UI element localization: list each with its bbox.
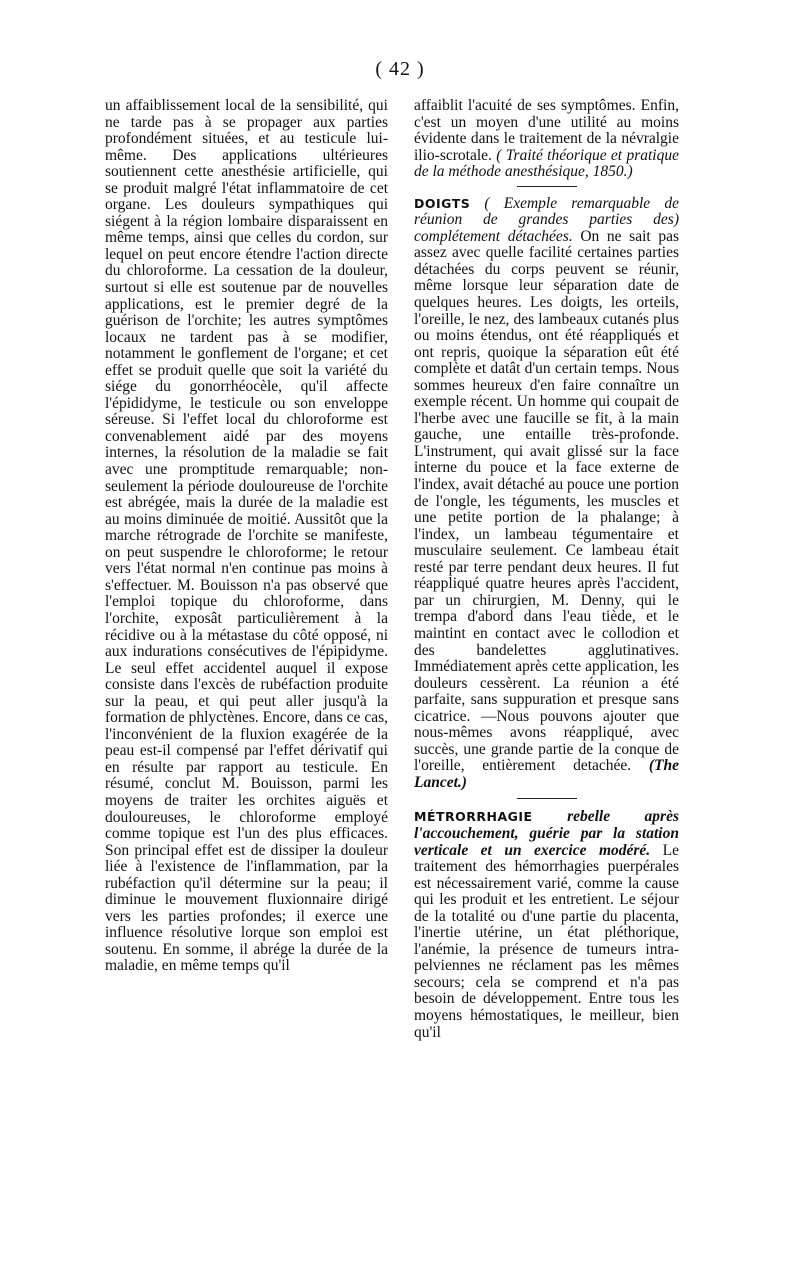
section-divider: [517, 186, 577, 187]
metrorrhagie-article: [414, 809, 679, 1041]
intro-text: affaiblit l'acuité de ses symptômes. Enfin, c'est un moyen d'une utilité au moins évidente dans le traitement de la névralgie ilio-scrotale.: [414, 97, 679, 164]
doigts-subtitle: ( Exemple remarquable de réunion de grandes parties des) complétement détachées.: [414, 194, 679, 245]
intro-source: ( Traité théorique et pratique de la méthode anesthésique, 1850.): [414, 146, 679, 181]
right-column: [414, 98, 679, 1041]
doigts-source: (The Lancet.): [414, 757, 679, 791]
metrorrhagie-heading: MÉTRORRHAGIE: [414, 809, 533, 825]
left-column: [105, 98, 388, 975]
page-number: ( 42 ): [375, 58, 425, 80]
doigts-article: [414, 196, 679, 792]
intro-paragraph: [414, 98, 679, 181]
left-column-text: un affaiblissement local de la sensibilité, qui ne tarde pas à se propager aux parties profondément situées, et au testicule lui-même. Des applications ultérieures soutiennent cette anesthésie artificielle, qui se produit malgré l'état inflammatoire de cet organe. Les douleurs sympathiques qui siégent à la région lombaire disparaissent en même temps, ainsi que celles du cordon, sur lequel on peut encore étendre l'action directe du chloroforme. La cessation de la douleur, surtout si elle est soutenue par de nouvelles applications, est le premier degré de la guérison de l'orchite; les autres symptômes locaux ne tardent pas à se modifier, notamment le gonflement de l'organe; et cet effet se produit quelle que soit la variété du siége du gonorrhéocèle, qu'il affecte l'épididyme, le testicule ou son enveloppe séreuse. Si l'effet local du chloroforme est convenablement aidé par des moyens internes, la résolution de la maladie se fait avec une promptitude remarquable; non-seulement la période douloureuse de l'orchite est abrégée, mais la durée de la maladie est au moins diminuée de moitié. Aussitôt que la marche rétrograde de l'orchite se manifeste, on peut suspendre le chloroforme; le retour vers l'état normal n'en continue pas moins à s'effectuer. M. Bouisson n'a pas observé que l'emploi topique du chloroforme, dans l'orchite, exposât particulièrement à la récidive ou à la métastase du côté opposé, ni aux indurations consécutives de l'épipidyme. Le seul effet accidentel auquel il expose consiste dans l'excès de rubéfaction produite sur la peau, et qui peut aller jusqu'à la formation de phlyctènes. Encore, dans ce cas, l'inconvénient de la fluxion exagérée de la peau est-il compensé par l'effet dérivatif qui en résulte par rapport au testicule. En résumé, conclut M. Bouisson, parmi les moyens de traiter les orchites aiguës et douloureuses, le chloroforme employé comme topique est l'un des plus efficaces. Son principal effet est de dissiper la douleur liée à l'existence de l'inflammation, par la rubéfaction qu'il détermine sur la peau; il diminue le mouvement fluxionnaire dirigé vers les parties profondes; il exerce une influence résolutive lorque son emploi est soutenu. En somme, il abrége la durée de la maladie, en même temps qu'il: [105, 97, 388, 975]
metrorrhagie-text: Le traitement des hémorrhagies puerpérales est nécessairement varié, comme la cause qui les produit et les entretient. Le séjour de la totalité ou d'une partie du placenta, l'inertie utérine, un état pléthorique, l'anémie, la présence de tumeurs intra-pelviennes ne réclament pas les mêmes secours; cela se comprend et n'a pas besoin de développement. Entre tous les moyens hémostatiques, le meilleur, bien qu'il: [414, 841, 680, 1041]
section-divider: [517, 798, 577, 799]
doigts-heading: DOIGTS: [414, 195, 471, 211]
metrorrhagie-subtitle: rebelle après l'accouchement, guérie par la station verticale et un exercice modéré.: [414, 808, 680, 859]
doigts-text: On ne sait pas assez avec quelle facilité certaines parties détachées du corps peuvent se réunir, même lorsque leur séparation date de quelques heures. Les doigts, les orteils, l'oreille, le nez, des lambeaux cutanés plus ou moins étendus, ont été réappliqués et ont repris, quoique la séparation eût été complète et datât d'un certain temps. Nous sommes heureux d'en faire connaître un exemple récent. Un homme qui coupait de l'herbe avec une faucille se fit, à la main gauche, une entaille très-profonde. L'instrument, qui avait glissé sur la face interne du pouce et la face externe de l'index, avait détaché au pouce une portion de l'ongle, les téguments, les muscles et une petite portion de la phalange; à l'index, un lambeau tégumentaire et musculaire seulement. Ce lambeau était resté par terre pendant deux heures. Il fut réappliqué quatre heures après l'accident, par un chirurgien, M. Denny, qui le trempa d'abord dans l'eau tiède, et le maintint en contact avec le collodion et des bandelettes agglutinatives. Immédiatement après cette application, les douleurs cessèrent. La réunion a été parfaite, sans suppuration et presque sans cicatrice. —Nous pouvons ajouter que nous-mêmes avons réappliqué, avec succès, une grande partie de la conque de l'oreille, entièrement detachée.: [414, 227, 680, 775]
